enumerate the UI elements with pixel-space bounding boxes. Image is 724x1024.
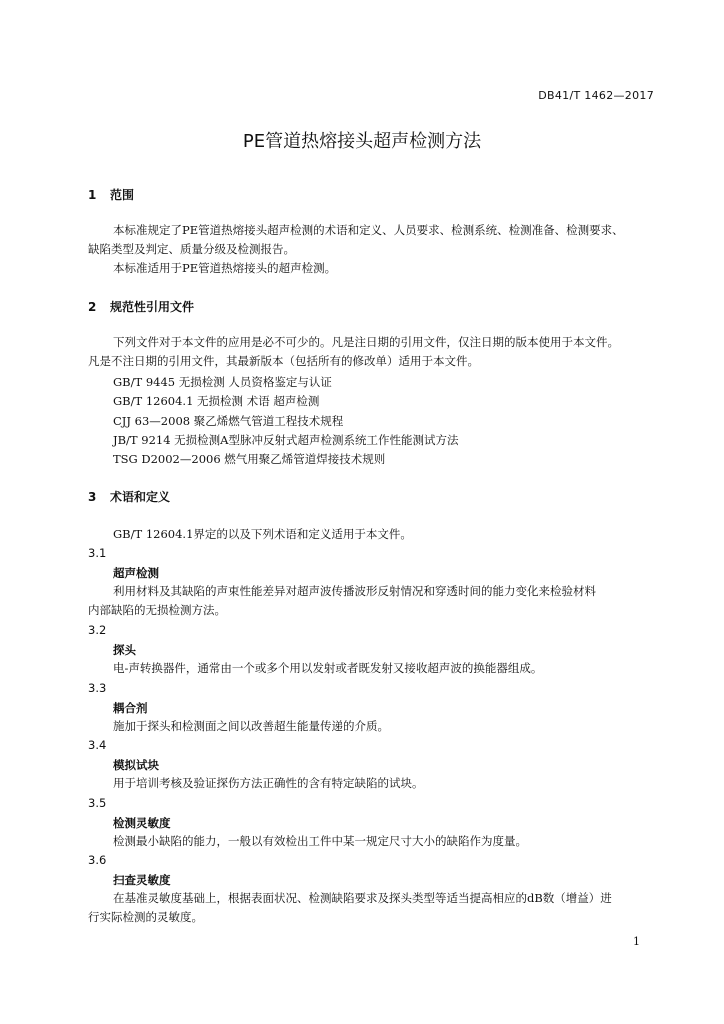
term-definition-line: 行实际检测的灵敏度。	[88, 910, 203, 924]
section-1-paragraph-line: 缺陷类型及判定、质量分级及检测报告。	[88, 242, 295, 256]
section-3-heading	[88, 488, 170, 505]
normative-reference: TSG D2002—2006 燃气用聚乙烯管道焊接技术规则	[113, 452, 386, 466]
page-number: 1	[633, 935, 640, 948]
standard-code: DB41/T 1462—2017	[538, 89, 654, 102]
document-title: PE管道热熔接头超声检测方法	[242, 131, 482, 152]
section-number: 1	[88, 188, 97, 202]
term-definition-line: 电-声转换器件，通常由一个或多个用以发射或者既发射又接收超声波的换能器组成。	[113, 661, 543, 675]
section-1-paragraph: 本标准适用于PE管道热熔接头的超声检测。	[113, 261, 337, 275]
term-name: 超声检测	[113, 566, 159, 580]
term-name: 探头	[113, 643, 136, 657]
section-title: 术语和定义	[110, 490, 171, 504]
section-title: 规范性引用文件	[110, 300, 195, 314]
term-definition-line: 用于培训考核及验证探伤方法正确性的含有特定缺陷的试块。	[113, 776, 424, 790]
section-number: 2	[88, 300, 97, 314]
section-3-intro: GB/T 12604.1界定的以及下列术语和定义适用于本文件。	[113, 527, 412, 541]
term-definition-line: 检测最小缺陷的能力，一般以有效检出工件中某一规定尺寸大小的缺陷作为度量。	[113, 834, 527, 848]
term-number: 3.6	[88, 853, 107, 867]
section-title: 范围	[110, 188, 135, 202]
term-number: 3.1	[88, 546, 107, 560]
section-1-heading	[88, 186, 134, 203]
term-definition-line: 内部缺陷的无损检测方法。	[88, 603, 226, 617]
term-number: 3.3	[88, 681, 107, 695]
term-number: 3.5	[88, 796, 107, 810]
normative-reference: JB/T 9214 无损检测A型脉冲反射式超声检测系统工作性能测试方法	[113, 433, 459, 447]
term-name: 检测灵敏度	[113, 816, 171, 830]
term-definition-line: 在基准灵敏度基础上，根据表面状况、检测缺陷要求及探头类型等适当提高相应的dB数（增益）进	[113, 891, 612, 905]
section-2-paragraph-line: 下列文件对于本文件的应用是必不可少的。凡是注日期的引用文件，仅注日期的版本使用于本文件。	[113, 335, 619, 349]
term-number: 3.4	[88, 738, 107, 752]
term-definition-line: 利用材料及其缺陷的声束性能差异对超声波传播波形反射情况和穿透时间的能力变化来检验材料	[113, 584, 596, 598]
term-definition-line: 施加于探头和检测面之间以改善超生能量传递的介质。	[113, 719, 389, 733]
term-number: 3.2	[88, 623, 107, 637]
normative-reference: GB/T 9445 无损检测 人员资格鉴定与认证	[113, 375, 332, 389]
term-name: 耦合剂	[113, 701, 148, 715]
term-name: 扫查灵敏度	[113, 873, 171, 887]
term-name: 模拟试块	[113, 758, 159, 772]
section-2-heading	[88, 298, 194, 315]
normative-reference: CJJ 63—2008 聚乙烯燃气管道工程技术规程	[113, 414, 344, 428]
normative-reference: GB/T 12604.1 无损检测 术语 超声检测	[113, 394, 320, 408]
section-number: 3	[88, 490, 97, 504]
section-1-paragraph-line: 本标准规定了PE管道热熔接头超声检测的术语和定义、人员要求、检测系统、检测准备、检测要求、	[113, 223, 624, 237]
section-2-paragraph-line: 凡是不注日期的引用文件，其最新版本（包括所有的修改单）适用于本文件。	[88, 354, 479, 368]
